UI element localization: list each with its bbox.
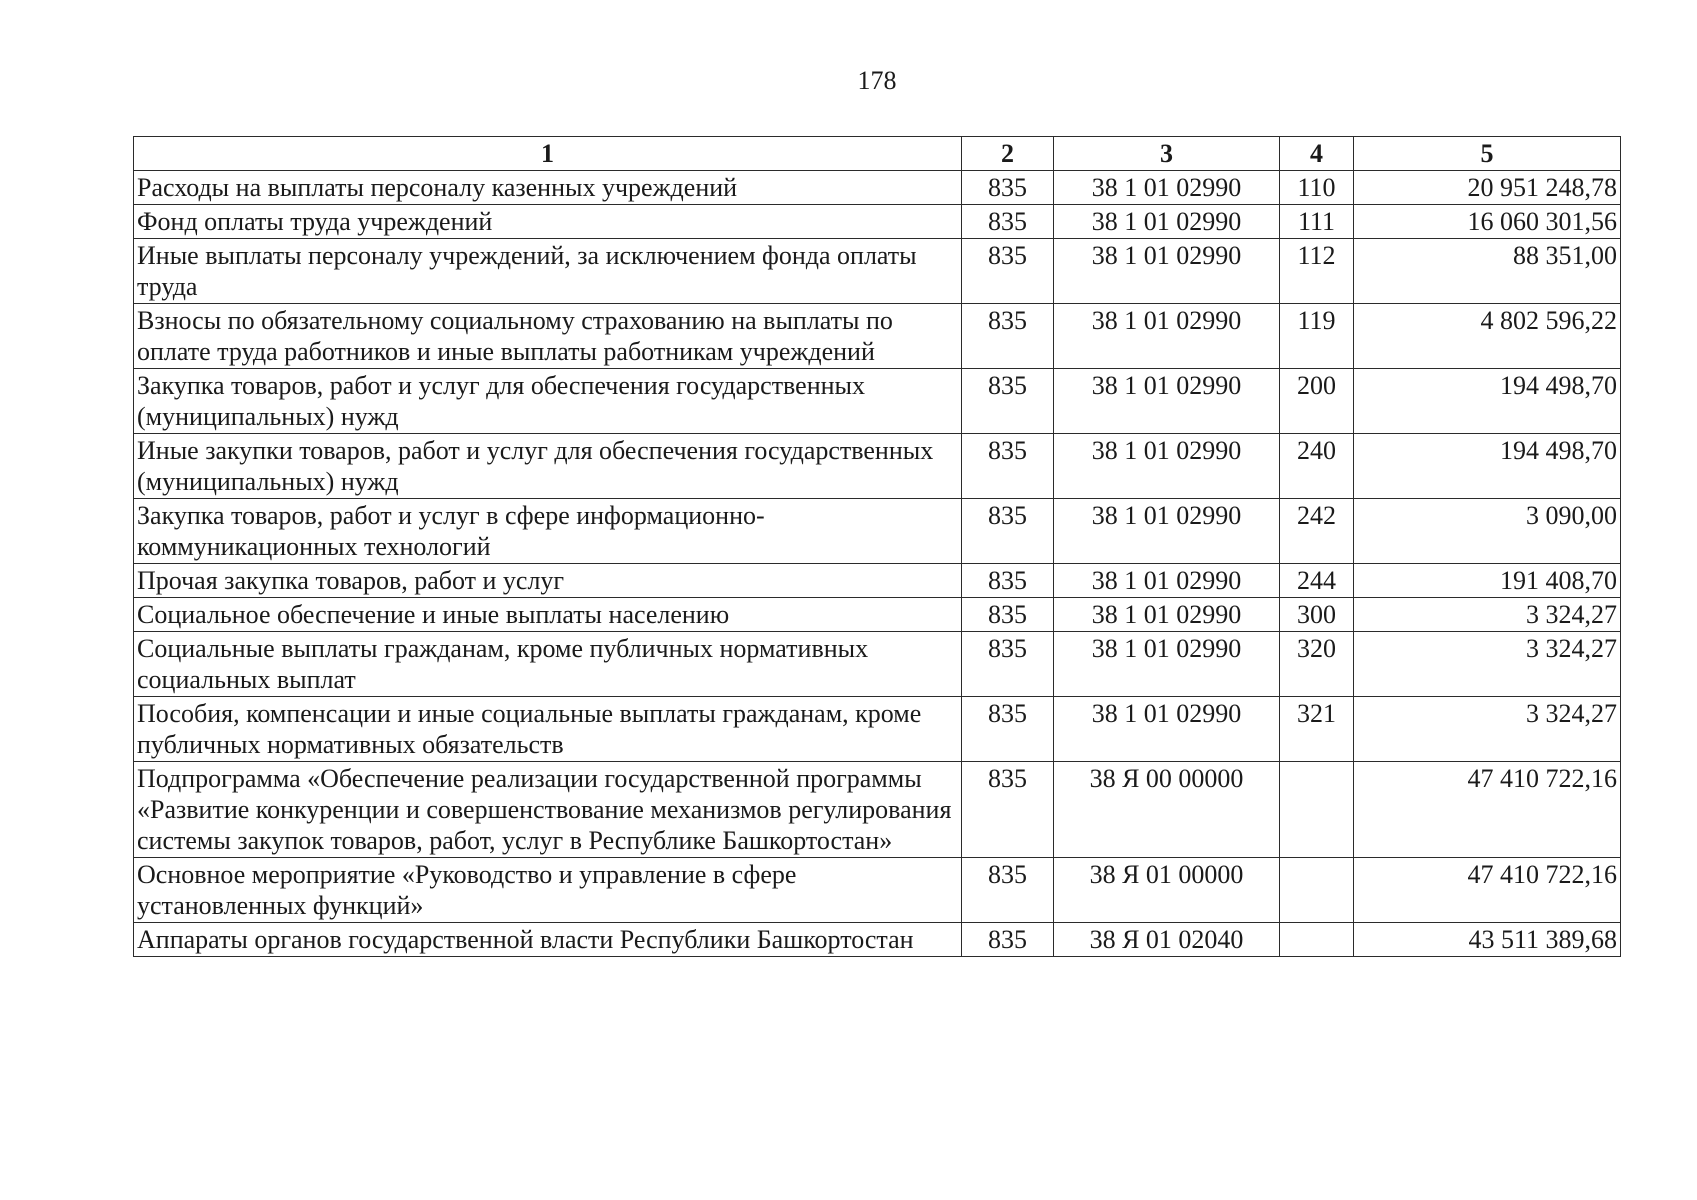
budget-table xyxy=(133,136,1621,957)
table-row xyxy=(134,434,1621,499)
row-csr: 38 1 01 02990 xyxy=(1054,564,1280,598)
row-sum: 43 511 389,68 xyxy=(1354,923,1621,957)
row-csr: 38 Я 01 02040 xyxy=(1054,923,1280,957)
row-ved: 835 xyxy=(962,304,1054,369)
row-csr: 38 Я 01 00000 xyxy=(1054,858,1280,923)
row-csr: 38 1 01 02990 xyxy=(1054,171,1280,205)
header-col-1: 1 xyxy=(134,137,962,171)
table-row xyxy=(134,598,1621,632)
row-ved: 835 xyxy=(962,239,1054,304)
row-name: Иные закупки товаров, работ и услуг для обеспечения государственных (муниципальных) нужд xyxy=(134,434,962,499)
row-ved: 835 xyxy=(962,858,1054,923)
row-ved: 835 xyxy=(962,632,1054,697)
row-vr: 244 xyxy=(1280,564,1354,598)
row-vr: 242 xyxy=(1280,499,1354,564)
row-vr xyxy=(1280,858,1354,923)
header-col-5: 5 xyxy=(1354,137,1621,171)
row-sum: 194 498,70 xyxy=(1354,369,1621,434)
row-csr: 38 1 01 02990 xyxy=(1054,205,1280,239)
row-vr xyxy=(1280,762,1354,858)
row-ved: 835 xyxy=(962,762,1054,858)
row-csr: 38 1 01 02990 xyxy=(1054,697,1280,762)
row-name: Взносы по обязательному социальному страхованию на выплаты по оплате труда работников и иные выплаты работникам учреждений xyxy=(134,304,962,369)
table-row xyxy=(134,858,1621,923)
row-csr: 38 1 01 02990 xyxy=(1054,598,1280,632)
row-csr: 38 1 01 02990 xyxy=(1054,369,1280,434)
table-row xyxy=(134,239,1621,304)
row-vr xyxy=(1280,923,1354,957)
row-ved: 835 xyxy=(962,205,1054,239)
row-name: Социальные выплаты гражданам, кроме публичных нормативных социальных выплат xyxy=(134,632,962,697)
row-sum: 47 410 722,16 xyxy=(1354,762,1621,858)
row-name: Основное мероприятие «Руководство и управление в сфере установленных функций» xyxy=(134,858,962,923)
row-name: Закупка товаров, работ и услуг в сфере информационно-коммуникационных технологий xyxy=(134,499,962,564)
row-name: Иные выплаты персоналу учреждений, за исключением фонда оплаты труда xyxy=(134,239,962,304)
header-col-4: 4 xyxy=(1280,137,1354,171)
row-ved: 835 xyxy=(962,564,1054,598)
row-sum: 16 060 301,56 xyxy=(1354,205,1621,239)
table-row xyxy=(134,762,1621,858)
row-name: Фонд оплаты труда учреждений xyxy=(134,205,962,239)
row-vr: 240 xyxy=(1280,434,1354,499)
table-row xyxy=(134,697,1621,762)
table-row xyxy=(134,304,1621,369)
row-csr: 38 1 01 02990 xyxy=(1054,499,1280,564)
row-vr: 111 xyxy=(1280,205,1354,239)
row-ved: 835 xyxy=(962,434,1054,499)
row-name: Аппараты органов государственной власти Республики Башкортостан xyxy=(134,923,962,957)
row-ved: 835 xyxy=(962,923,1054,957)
row-sum: 3 324,27 xyxy=(1354,632,1621,697)
header-row xyxy=(134,137,1621,171)
row-vr: 321 xyxy=(1280,697,1354,762)
row-vr: 300 xyxy=(1280,598,1354,632)
row-csr: 38 Я 00 00000 xyxy=(1054,762,1280,858)
table-row xyxy=(134,564,1621,598)
row-sum: 191 408,70 xyxy=(1354,564,1621,598)
row-ved: 835 xyxy=(962,369,1054,434)
row-name: Пособия, компенсации и иные социальные выплаты гражданам, кроме публичных нормативных обязательств xyxy=(134,697,962,762)
row-sum: 20 951 248,78 xyxy=(1354,171,1621,205)
table-row xyxy=(134,499,1621,564)
row-sum: 3 324,27 xyxy=(1354,697,1621,762)
row-ved: 835 xyxy=(962,697,1054,762)
row-sum: 3 324,27 xyxy=(1354,598,1621,632)
header-col-2: 2 xyxy=(962,137,1054,171)
row-sum: 88 351,00 xyxy=(1354,239,1621,304)
row-sum: 47 410 722,16 xyxy=(1354,858,1621,923)
row-sum: 194 498,70 xyxy=(1354,434,1621,499)
row-name: Подпрограмма «Обеспечение реализации государственной программы «Развитие конкуренции и совершенствование механизмов регулирования системы закупок товаров, работ, услуг в Республике Башкортостан» xyxy=(134,762,962,858)
row-csr: 38 1 01 02990 xyxy=(1054,239,1280,304)
table-row xyxy=(134,171,1621,205)
row-csr: 38 1 01 02990 xyxy=(1054,434,1280,499)
row-name: Расходы на выплаты персоналу казенных учреждений xyxy=(134,171,962,205)
row-name: Закупка товаров, работ и услуг для обеспечения государственных (муниципальных) нужд xyxy=(134,369,962,434)
row-sum: 4 802 596,22 xyxy=(1354,304,1621,369)
table-row xyxy=(134,632,1621,697)
row-vr: 110 xyxy=(1280,171,1354,205)
row-name: Прочая закупка товаров, работ и услуг xyxy=(134,564,962,598)
row-csr: 38 1 01 02990 xyxy=(1054,304,1280,369)
row-vr: 320 xyxy=(1280,632,1354,697)
row-vr: 200 xyxy=(1280,369,1354,434)
row-vr: 119 xyxy=(1280,304,1354,369)
row-vr: 112 xyxy=(1280,239,1354,304)
row-sum: 3 090,00 xyxy=(1354,499,1621,564)
header-col-3: 3 xyxy=(1054,137,1280,171)
row-ved: 835 xyxy=(962,171,1054,205)
row-ved: 835 xyxy=(962,499,1054,564)
table-row xyxy=(134,205,1621,239)
table-row xyxy=(134,923,1621,957)
row-name: Социальное обеспечение и иные выплаты населению xyxy=(134,598,962,632)
row-csr: 38 1 01 02990 xyxy=(1054,632,1280,697)
page-number: 178 xyxy=(857,66,897,95)
row-ved: 835 xyxy=(962,598,1054,632)
table-row xyxy=(134,369,1621,434)
